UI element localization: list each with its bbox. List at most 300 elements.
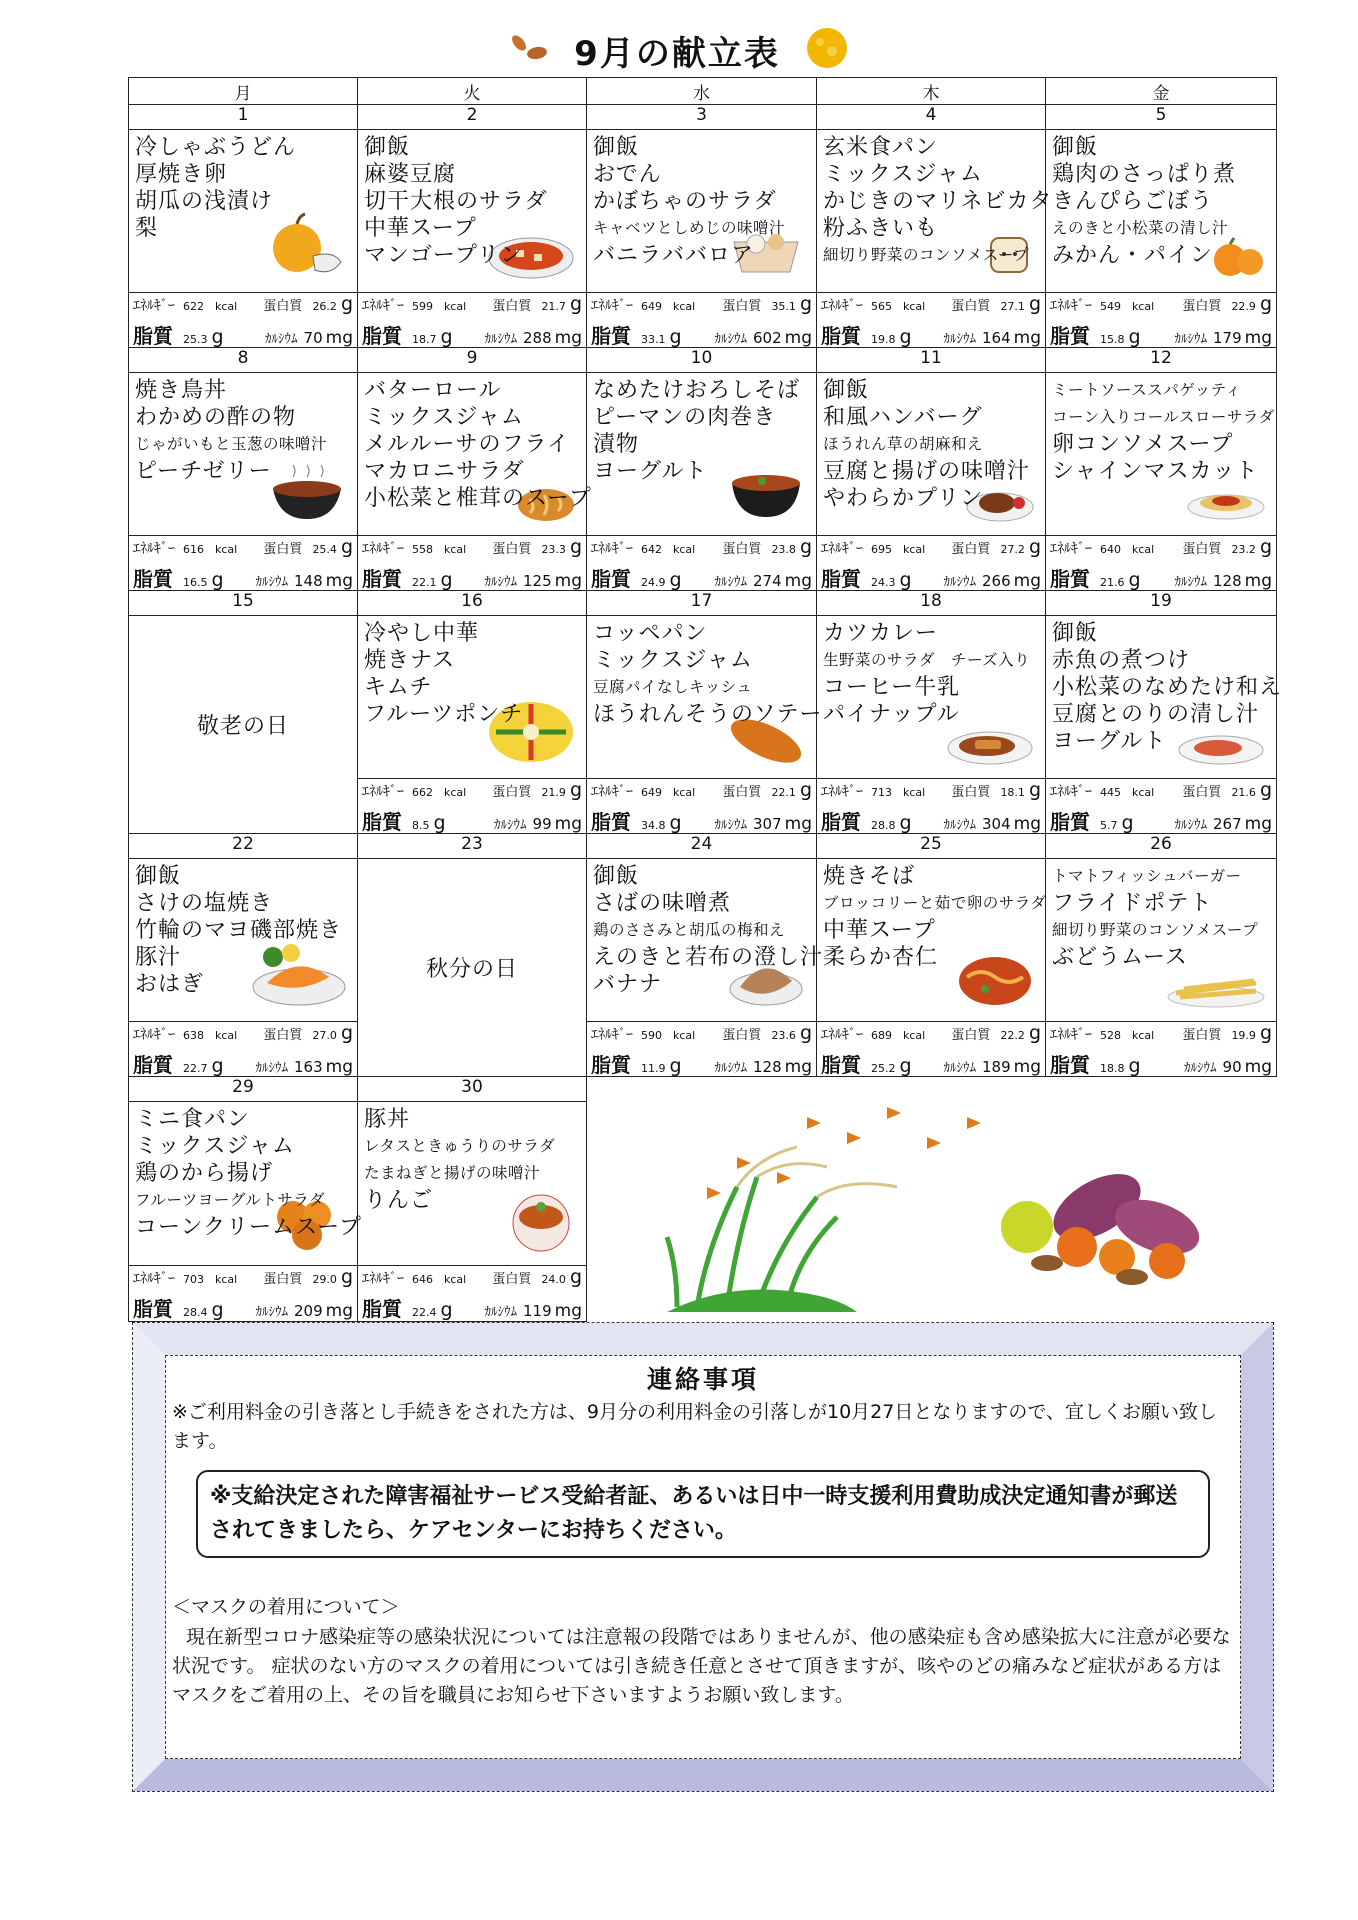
protein-label: 蛋白質: [1182, 785, 1222, 800]
mg-unit: mg: [1013, 814, 1041, 834]
date-number: 16: [358, 591, 587, 616]
g-unit: g: [1028, 293, 1041, 315]
week-menu-row: [129, 130, 1277, 293]
calcium-label: ｶﾙｼｳﾑ: [1184, 1061, 1217, 1076]
menu-item: 焼き鳥丼: [135, 378, 228, 403]
week-date-row: [129, 1077, 1277, 1102]
menu-item: バナナ: [593, 972, 663, 997]
fat-label: 脂質: [821, 810, 861, 834]
fat-label: 脂質: [591, 810, 631, 834]
menu-item: パイナップル: [823, 702, 960, 727]
g-unit: g: [669, 569, 682, 591]
g-unit: g: [211, 326, 224, 348]
menu-item: かぼちゃのサラダ: [593, 189, 777, 214]
nutrition-cell: [129, 1266, 358, 1321]
menu-item: ヨーグルト: [1052, 729, 1167, 754]
calcium-label: ｶﾙｼｳﾑ: [714, 575, 747, 590]
protein-value: 24.0: [541, 1273, 566, 1287]
g-unit: g: [569, 293, 582, 315]
menu-item: 小松菜と椎茸のスープ: [364, 486, 592, 511]
week-menu-row: [129, 859, 1277, 1022]
fat-label: 脂質: [1050, 324, 1090, 348]
energy-label: ｴﾈﾙｷﾞｰ: [133, 298, 175, 314]
weekday-wed: 水: [587, 78, 817, 105]
menu-item: フライドポテト: [1052, 891, 1213, 916]
g-unit: g: [1121, 812, 1134, 834]
g-unit: g: [1128, 1055, 1141, 1077]
menu-item: ほうれんそうのソテー: [593, 702, 823, 727]
fat-label: 脂質: [591, 324, 631, 348]
date-number: 1: [129, 105, 358, 130]
menu-item: コーン入りコールスローサラダ: [1052, 408, 1275, 426]
nutrition-line-1: [358, 1266, 586, 1293]
menu-item: 御飯: [135, 864, 182, 889]
menu-item: わかめの酢の物: [135, 405, 297, 430]
fat-value: 11.9: [641, 1062, 666, 1075]
kcal-unit: kcal: [215, 1273, 238, 1287]
week-nutrition-row: [129, 1022, 1277, 1077]
energy-label: ｴﾈﾙｷﾞｰ: [362, 1271, 404, 1288]
nutrition-line-1: [587, 293, 816, 320]
menu-item: かじきのマリネビカタ: [823, 189, 1053, 214]
calcium-label: ｶﾙｼｳﾑ: [714, 818, 747, 833]
menu-item: 御飯: [1052, 135, 1099, 160]
protein-label: 蛋白質: [492, 785, 532, 800]
menu-item: さけの塩焼き: [135, 891, 274, 916]
g-unit: g: [1028, 779, 1041, 801]
mg-unit: mg: [784, 328, 812, 348]
calcium-label: ｶﾙｼｳﾑ: [265, 332, 298, 347]
menu-item: ピーマンの肉巻き: [593, 405, 777, 430]
energy-label: ｴﾈﾙｷﾞｰ: [821, 298, 863, 314]
nutrition-line-1: [1046, 1022, 1276, 1049]
calcium-value: 267: [1213, 815, 1242, 833]
notice-certificate-box: ※支給決定された障害福祉サービス受給者証、あるいは日中一時支援利用費助成決定通知書が郵送されてきましたら、ケアセンターにお持ちください。: [196, 1470, 1210, 1558]
nutrition-line-2: [817, 1049, 1045, 1076]
menu-item: 御飯: [823, 378, 870, 403]
protein-label: 蛋白質: [951, 299, 991, 314]
fat-label: 脂質: [362, 810, 402, 834]
energy-value: 703: [183, 1273, 204, 1287]
protein-label: 蛋白質: [492, 299, 532, 314]
menu-cell: [129, 1102, 362, 1266]
calcium-value: 288: [523, 329, 552, 347]
nutrition-cell: [587, 536, 817, 591]
menu-item: カツカレー: [823, 621, 939, 646]
menu-item: 細切り野菜のコンソメスープ: [823, 246, 1030, 264]
fat-label: 脂質: [133, 567, 173, 591]
g-unit: g: [440, 1299, 453, 1322]
kcal-unit: kcal: [215, 1029, 238, 1042]
mg-unit: mg: [1013, 571, 1041, 591]
nutrition-line-1: [129, 536, 357, 563]
menu-item: 麻婆豆腐: [364, 162, 457, 187]
fat-value: 25.2: [871, 1062, 896, 1075]
nutrition-line-1: [129, 1266, 357, 1293]
menu-item: トマトフィッシュバーガー: [1052, 867, 1242, 885]
menu-items: [358, 373, 592, 512]
menu-cell: [817, 616, 1046, 779]
nutrition-cell: [358, 293, 587, 348]
g-unit: g: [799, 779, 812, 801]
protein-label: 蛋白質: [722, 299, 762, 314]
fat-value: 8.5: [412, 819, 430, 832]
kcal-unit: kcal: [673, 300, 696, 313]
g-unit: g: [440, 326, 453, 348]
energy-label: ｴﾈﾙｷﾞｰ: [591, 1027, 633, 1043]
g-unit: g: [1028, 536, 1041, 558]
g-unit: g: [211, 1055, 224, 1077]
fat-label: 脂質: [133, 1297, 173, 1322]
protein-label: 蛋白質: [951, 542, 991, 557]
week-date-row: [129, 591, 1277, 616]
nutrition-cell: [587, 1022, 817, 1077]
menu-item: シャインマスカット: [1052, 459, 1259, 484]
kcal-unit: kcal: [444, 786, 467, 799]
mg-unit: mg: [554, 328, 582, 348]
mg-unit: mg: [1013, 328, 1041, 348]
g-unit: g: [340, 1266, 353, 1289]
kcal-unit: kcal: [444, 1273, 467, 1287]
protein-value: 22.9: [1231, 300, 1256, 313]
energy-label: ｴﾈﾙｷﾞｰ: [133, 1027, 175, 1043]
nutrition-cell: [358, 779, 587, 834]
g-unit: g: [1259, 1022, 1272, 1044]
menu-item: 中華スープ: [823, 918, 936, 943]
nutrition-line-1: [129, 293, 357, 320]
date-number: 29: [129, 1077, 358, 1102]
energy-value: 649: [641, 786, 662, 799]
notice-title: 連絡事項: [646, 1365, 759, 1394]
menu-item: 鶏のから揚げ: [135, 1161, 274, 1187]
fat-value: 18.7: [412, 333, 437, 346]
nutrition-line-2: [587, 1049, 816, 1076]
energy-label: ｴﾈﾙｷﾞｰ: [1050, 784, 1092, 800]
week-menu-row: [129, 373, 1277, 536]
calcium-label: ｶﾙｼｳﾑ: [943, 332, 976, 347]
menu-cell: [358, 616, 587, 779]
weekday-tue: 火: [358, 78, 587, 105]
kcal-unit: kcal: [903, 543, 926, 556]
menu-item: おでん: [593, 162, 662, 187]
week-date-row: [129, 105, 1277, 130]
menu-item: 冷やし中華: [364, 621, 480, 646]
menu-item: 赤魚の煮つけ: [1052, 648, 1191, 673]
menu-items: [587, 130, 816, 269]
week-date-row: [129, 834, 1277, 859]
notice-payment-text: ※ご利用料金の引き落とし手続きをされた方は、9月分の利用料金の引落しが10月27日となりますので、宜しくお願い致します。: [172, 1401, 1217, 1452]
nutrition-line-2: [129, 1293, 357, 1320]
calcium-value: 179: [1213, 329, 1242, 347]
menu-cell: [358, 373, 592, 536]
protein-value: 22.1: [771, 786, 796, 799]
menu-items: [129, 1102, 362, 1241]
nutrition-line-1: [587, 536, 816, 563]
energy-label: ｴﾈﾙｷﾞｰ: [1050, 298, 1092, 314]
autumn-scene-icon: [587, 1077, 1277, 1317]
g-unit: g: [569, 779, 582, 801]
protein-value: 18.1: [1000, 786, 1025, 799]
fat-label: 脂質: [1050, 810, 1090, 834]
protein-label: 蛋白質: [1182, 299, 1222, 314]
g-unit: g: [899, 569, 912, 591]
nutrition-cell: [129, 1022, 358, 1077]
mg-unit: mg: [784, 571, 812, 591]
mg-unit: mg: [554, 1301, 582, 1322]
nutrition-cell: [817, 536, 1046, 591]
spaghetti-icon: [1186, 483, 1266, 527]
menu-item: 粉ふきいも: [823, 216, 939, 241]
energy-label: ｴﾈﾙｷﾞｰ: [591, 541, 633, 557]
menu-item: フルーツポンチ: [364, 702, 524, 727]
menu-cell: [817, 130, 1053, 293]
calcium-value: 163: [294, 1058, 323, 1076]
fat-label: 脂質: [821, 324, 861, 348]
calcium-value: 148: [294, 572, 323, 590]
menu-items: [817, 859, 1045, 971]
protein-value: 27.0: [312, 1029, 337, 1042]
g-unit: g: [899, 326, 912, 348]
energy-label: ｴﾈﾙｷﾞｰ: [133, 1271, 175, 1288]
autumn-illustration: [587, 1077, 1277, 1322]
week-nutrition-row: [129, 293, 1277, 348]
nutrition-cell: [817, 293, 1046, 348]
g-unit: g: [669, 326, 682, 348]
menu-cell: [129, 373, 358, 536]
date-number: 2: [358, 105, 587, 130]
menu-item: 御飯: [593, 864, 640, 889]
menu-item: コッペパン: [593, 621, 708, 646]
protein-value: 23.8: [771, 543, 796, 556]
g-unit: g: [211, 1299, 224, 1322]
nutrition-cell: [817, 1022, 1046, 1077]
nutrition-line-2: [1046, 320, 1276, 347]
menu-items: [129, 373, 357, 485]
menu-item: 鶏のささみと胡瓜の梅和え: [593, 921, 786, 939]
calcium-label: ｶﾙｼｳﾑ: [714, 1061, 747, 1076]
kcal-unit: kcal: [215, 543, 238, 556]
menu-cell: [1046, 859, 1277, 1022]
nutrition-line-1: [587, 779, 816, 806]
menu-items: [358, 616, 586, 728]
energy-value: 549: [1100, 300, 1121, 313]
protein-label: 蛋白質: [263, 1028, 303, 1043]
harvest-moon-icon: [803, 24, 851, 76]
protein-label: 蛋白質: [263, 1272, 303, 1288]
energy-label: ｴﾈﾙｷﾞｰ: [821, 541, 863, 557]
fat-label: 脂質: [133, 324, 173, 348]
nutrition-line-1: [129, 1022, 357, 1049]
energy-value: 695: [871, 543, 892, 556]
calcium-label: ｶﾙｼｳﾑ: [255, 1061, 288, 1076]
calcium-label: ｶﾙｼｳﾑ: [943, 575, 976, 590]
nutrition-line-2: [587, 563, 816, 590]
energy-label: ｴﾈﾙｷﾞｰ: [362, 298, 404, 314]
menu-items: [587, 859, 824, 998]
kcal-unit: kcal: [673, 1029, 696, 1042]
kcal-unit: kcal: [444, 543, 467, 556]
nutrition-line-2: [587, 806, 816, 833]
nutrition-line-2: [358, 1293, 586, 1320]
protein-label: 蛋白質: [492, 1272, 532, 1288]
calcium-value: 70: [303, 329, 323, 347]
week-date-row: [129, 348, 1277, 373]
mg-unit: mg: [325, 328, 353, 348]
mg-unit: mg: [325, 1301, 353, 1322]
menu-item: おはぎ: [135, 972, 205, 997]
date-number: 4: [817, 105, 1046, 130]
energy-value: 528: [1100, 1029, 1121, 1042]
nutrition-cell: [817, 779, 1046, 834]
menu-item: 柔らか杏仁: [823, 945, 939, 970]
g-unit: g: [433, 812, 446, 834]
nutrition-cell: [587, 779, 817, 834]
menu-item: りんご: [364, 1188, 434, 1214]
menu-item: 切干大根のサラダ: [364, 189, 548, 214]
date-number: 11: [817, 348, 1046, 373]
mg-unit: mg: [554, 814, 582, 834]
date-number: 15: [129, 591, 358, 616]
menu-item: 生野菜のサラダ チーズ入り: [823, 651, 1031, 669]
protein-label: 蛋白質: [722, 542, 762, 557]
fat-value: 24.3: [871, 576, 896, 589]
fat-value: 15.8: [1100, 333, 1125, 346]
fat-label: 脂質: [362, 567, 402, 591]
nutrition-line-2: [129, 1049, 357, 1076]
energy-value: 590: [641, 1029, 662, 1042]
g-unit: g: [569, 1266, 582, 1289]
acorn-icon: [507, 31, 553, 69]
menu-item: きんぴらごぼう: [1052, 189, 1214, 214]
menu-item: みかん・パイン: [1052, 243, 1214, 268]
fat-label: 脂質: [821, 567, 861, 591]
menu-item: ミックスジャム: [593, 648, 753, 673]
menu-item: ヨーグルト: [593, 459, 708, 484]
date-number: 10: [587, 348, 817, 373]
fat-value: 22.1: [412, 576, 437, 589]
fat-value: 33.1: [641, 333, 666, 346]
menu-item: マカロニサラダ: [364, 459, 525, 484]
date-number: 22: [129, 834, 358, 859]
calcium-label: ｶﾙｼｳﾑ: [943, 1061, 976, 1076]
protein-label: 蛋白質: [951, 785, 991, 800]
notice-body: [165, 1355, 1241, 1759]
calcium-value: 274: [753, 572, 782, 590]
weekday-mon: 月: [129, 78, 358, 105]
nutrition-line-2: [129, 563, 357, 590]
nutrition-cell: [1046, 536, 1277, 591]
fat-value: 18.8: [1100, 1062, 1125, 1075]
date-number: 12: [1046, 348, 1277, 373]
menu-items: [129, 859, 357, 998]
menu-item: 漬物: [593, 432, 640, 457]
protein-value: 23.6: [771, 1029, 796, 1042]
protein-value: 22.2: [1000, 1029, 1025, 1042]
nutrition-line-1: [587, 1022, 816, 1049]
header: [0, 24, 1358, 84]
energy-value: 445: [1100, 786, 1121, 799]
mg-unit: mg: [1244, 571, 1272, 591]
protein-value: 21.7: [541, 300, 566, 313]
menu-cell: [129, 130, 358, 293]
calcium-value: 304: [982, 815, 1011, 833]
nutrition-line-1: [1046, 779, 1276, 806]
nutrition-line-1: [817, 1022, 1045, 1049]
date-number: 24: [587, 834, 817, 859]
menu-item: 豚丼: [364, 1107, 411, 1133]
kcal-unit: kcal: [444, 300, 467, 313]
fat-value: 22.7: [183, 1062, 208, 1075]
nutrition-line-2: [817, 563, 1045, 590]
menu-cell: [587, 616, 823, 779]
fat-value: 28.8: [871, 819, 896, 832]
menu-item: コーヒー牛乳: [823, 675, 961, 700]
energy-value: 649: [641, 300, 662, 313]
g-unit: g: [1028, 1022, 1041, 1044]
nutrition-line-2: [1046, 1049, 1276, 1076]
nutrition-line-2: [358, 320, 586, 347]
mg-unit: mg: [1244, 328, 1272, 348]
menu-cell: [1046, 616, 1283, 779]
menu-items: [1046, 616, 1283, 755]
g-unit: g: [211, 569, 224, 591]
calcium-value: 209: [294, 1302, 323, 1321]
date-number: 26: [1046, 834, 1277, 859]
menu-item: なめたけおろしそば: [593, 378, 801, 403]
menu-item: キャベツとしめじの味噌汁: [593, 219, 786, 237]
menu-cell: [587, 373, 817, 536]
date-number: 18: [817, 591, 1046, 616]
protein-value: 35.1: [771, 300, 796, 313]
kcal-unit: kcal: [903, 786, 926, 799]
menu-item: ぶどうムース: [1052, 945, 1188, 970]
calcium-value: 128: [753, 1058, 782, 1076]
nutrition-cell: [587, 293, 817, 348]
menu-cell: [1046, 130, 1277, 293]
nutrition-cell: [1046, 779, 1277, 834]
menu-items: [817, 616, 1045, 728]
protein-label: 蛋白質: [1182, 542, 1222, 557]
date-number: 8: [129, 348, 358, 373]
menu-item: さばの味噌煮: [593, 891, 732, 916]
energy-label: ｴﾈﾙｷﾞｰ: [591, 784, 633, 800]
menu-cell: [587, 130, 817, 293]
menu-item: ほうれん草の胡麻和え: [823, 435, 984, 453]
nutrition-line-2: [587, 320, 816, 347]
menu-item: 細切り野菜のコンソメスープ: [1052, 921, 1259, 939]
energy-value: 646: [412, 1273, 433, 1287]
g-unit: g: [669, 812, 682, 834]
holiday-cell: 秋分の日: [358, 859, 587, 1077]
menu-items: [358, 130, 586, 269]
fat-label: 脂質: [362, 324, 402, 348]
fat-label: 脂質: [821, 1053, 861, 1077]
fries-icon: [1166, 969, 1266, 1013]
energy-label: ｴﾈﾙｷﾞｰ: [362, 784, 404, 800]
menu-item: 御飯: [364, 135, 411, 160]
nutrition-line-1: [358, 779, 586, 806]
energy-value: 565: [871, 300, 892, 313]
menu-item: ミックスジャム: [364, 405, 524, 430]
mask-heading: ＜マスクの着用について＞: [172, 1596, 400, 1618]
nutrition-cell: [358, 1266, 587, 1321]
date-number: 17: [587, 591, 817, 616]
kcal-unit: kcal: [1132, 300, 1155, 313]
energy-value: 616: [183, 543, 204, 556]
menu-items: [587, 373, 816, 485]
menu-item: 小松菜のなめたけ和え: [1052, 675, 1283, 700]
nutrition-cell: [1046, 1022, 1277, 1077]
